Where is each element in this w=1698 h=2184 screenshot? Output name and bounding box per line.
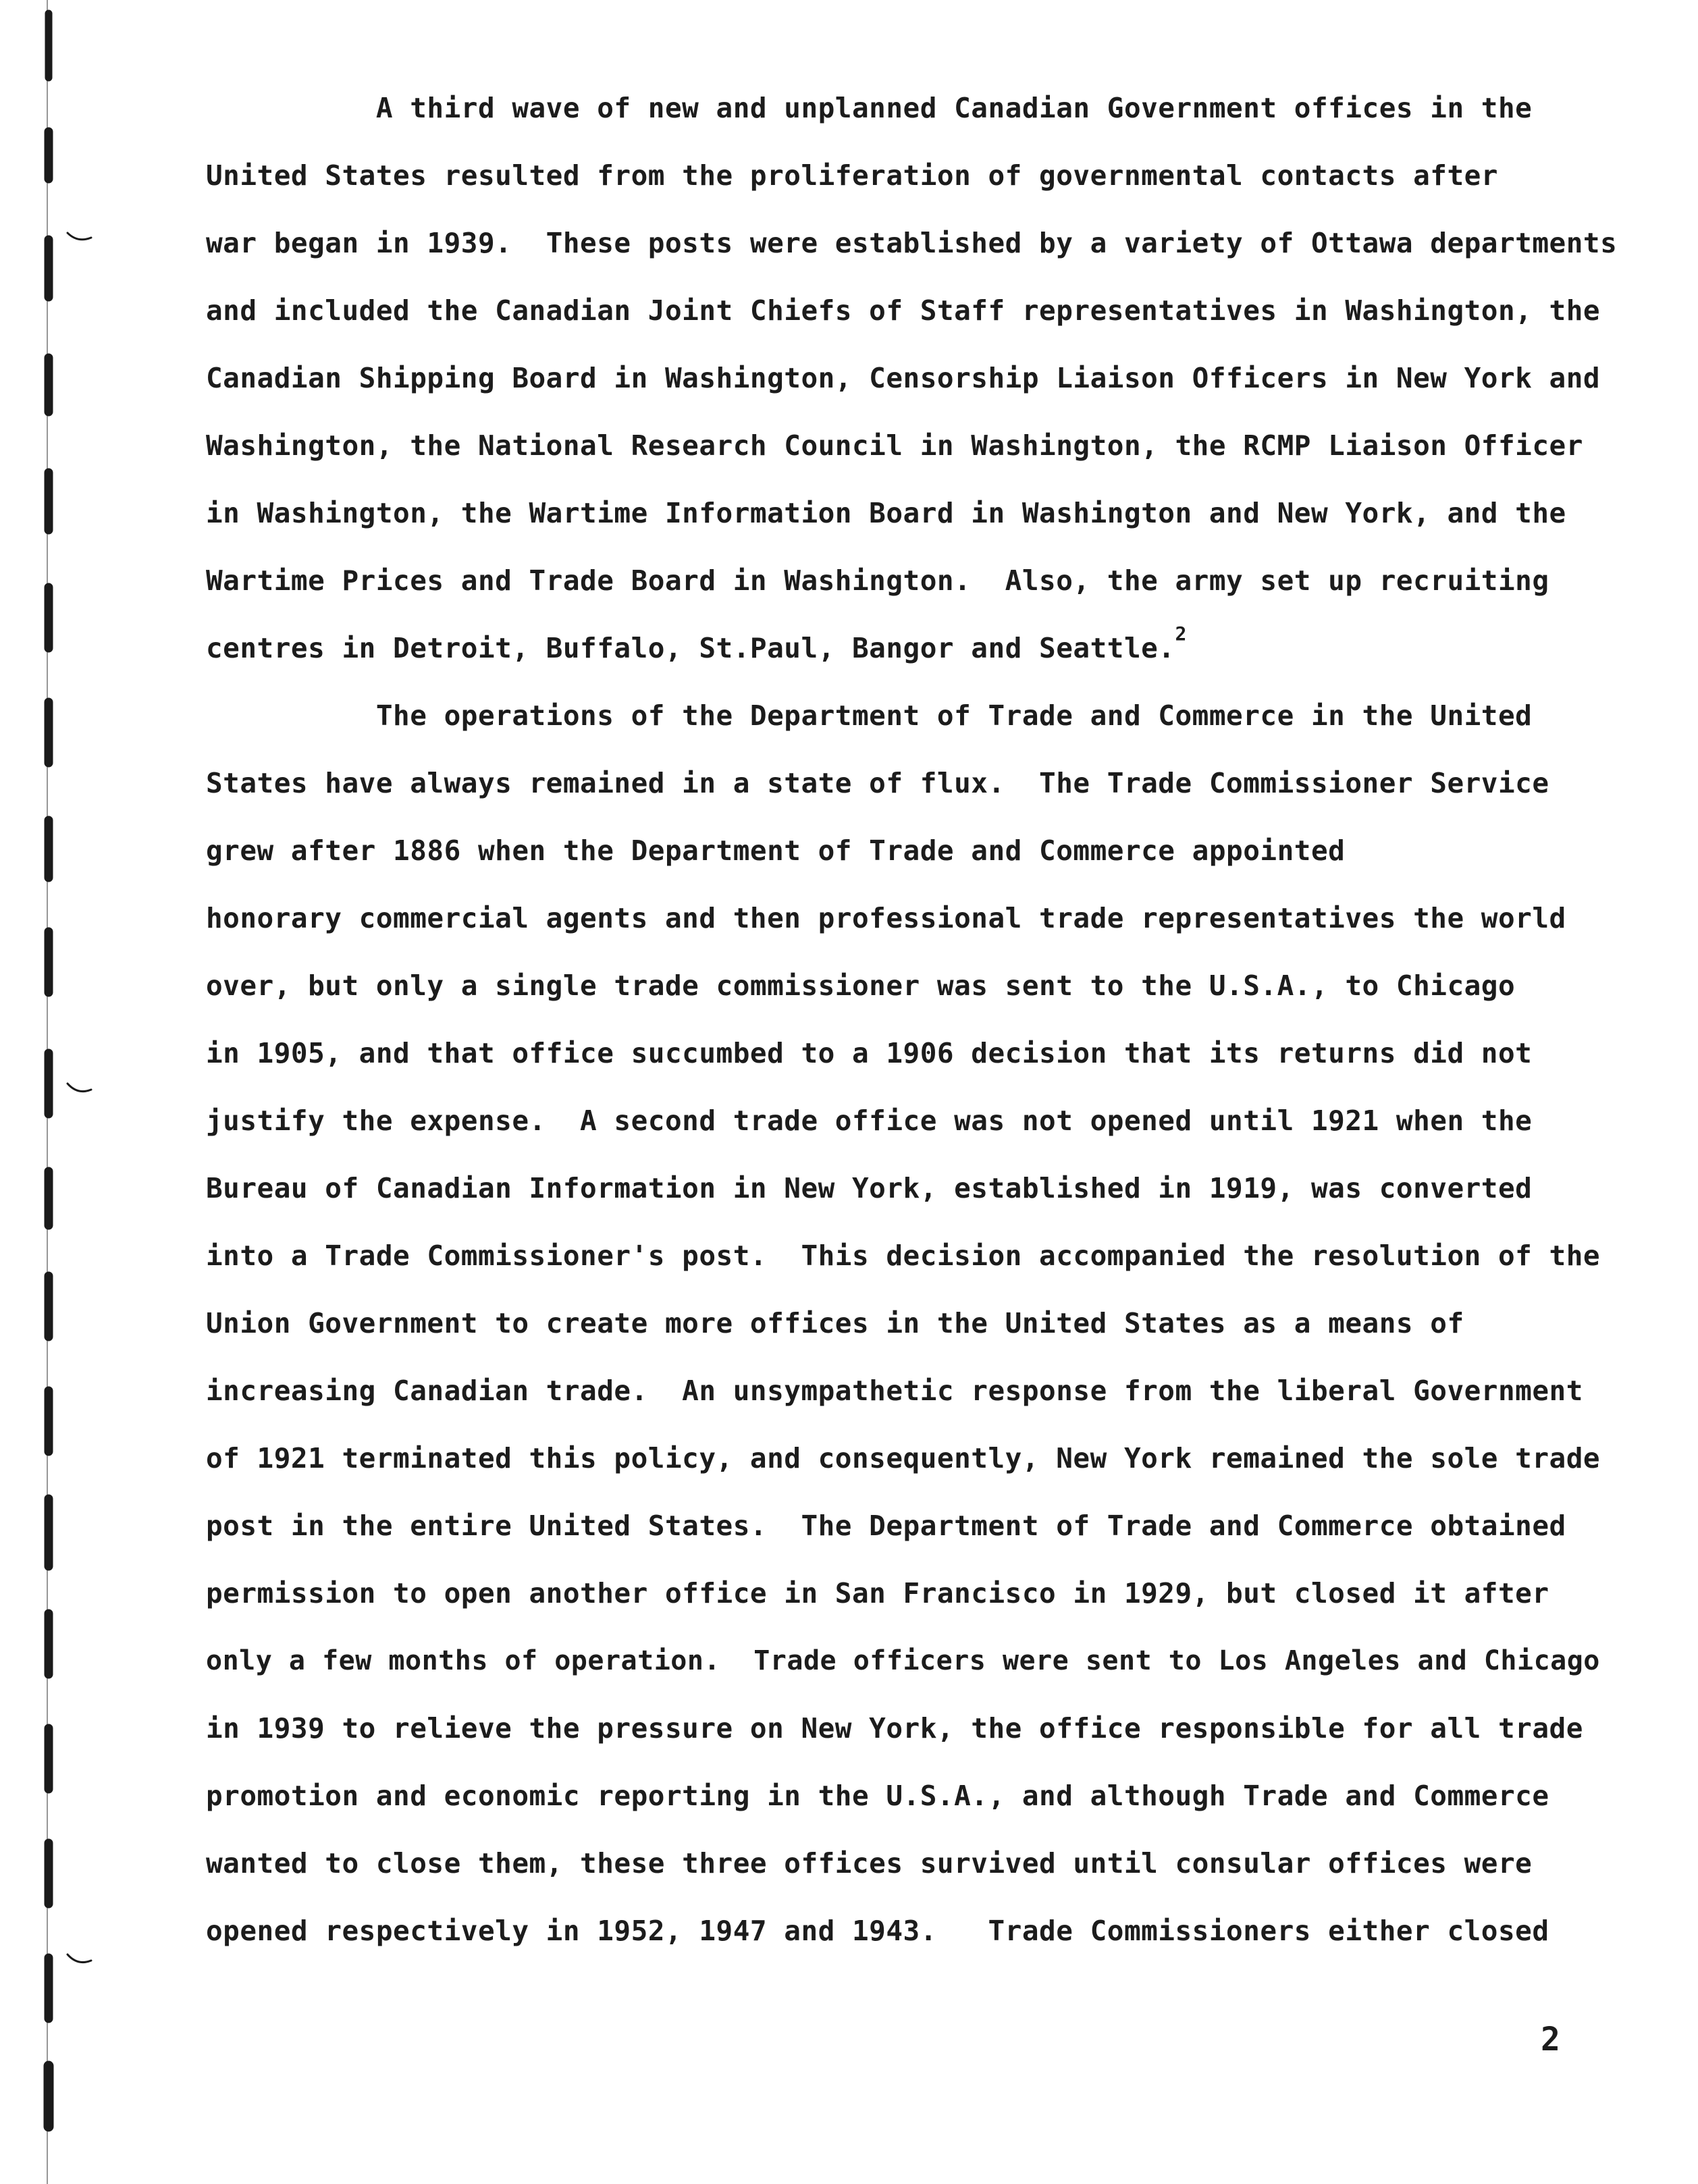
text-line: increasing Canadian trade. An unsympathetic response from the liberal Government — [206, 1375, 1583, 1407]
text-line: only a few months of operation. Trade officers were sent to Los Angeles and Chicago — [206, 1645, 1600, 1676]
text-line: Wartime Prices and Trade Board in Washington. Also, the army set up recruiting — [206, 564, 1549, 597]
text-line: post in the entire United States. The Department of Trade and Commerce obtained — [206, 1510, 1566, 1542]
binding-edge-marks — [0, 0, 95, 2184]
text-line: The operations of the Department of Trade and Commerce in the United — [206, 699, 1533, 732]
text-line: in 1939 to relieve the pressure on New York, the office responsible for all trade — [206, 1712, 1583, 1744]
text-line: opened respectively in 1952, 1947 and 1943. Trade Commissioners either closed — [206, 1915, 1549, 1947]
text-line: honorary commercial agents and then professional trade representatives the world — [206, 902, 1566, 934]
text-line: in Washington, the Wartime Information Board in Washington and New York, and the — [206, 497, 1566, 529]
text-line: Bureau of Canadian Information in New York, established in 1919, was converted — [206, 1172, 1533, 1204]
text-line: of 1921 terminated this policy, and consequently, New York remained the sole trade — [206, 1442, 1601, 1474]
text-line: justify the expense. A second trade office was not opened until 1921 when the — [206, 1104, 1533, 1137]
footnote-marker: 2 — [1175, 622, 1187, 645]
text-line: over, but only a single trade commissioner was sent to the U.S.A., to Chicago — [206, 969, 1516, 1002]
text-line: centres in Detroit, Buffalo, St.Paul, Bangor and Seattle. — [206, 632, 1175, 664]
text-line: United States resulted from the proliferation of governmental contacts after — [206, 159, 1498, 192]
text-line: Canadian Shipping Board in Washington, Censorship Liaison Officers in New York and — [206, 362, 1601, 394]
text-line: Washington, the National Research Council in Washington, the RCMP Liaison Officer — [206, 429, 1583, 462]
text-line: and included the Canadian Joint Chiefs of Staff representatives in Washington, the — [206, 294, 1601, 327]
text-line: wanted to close them, these three offices survived until consular offices were — [206, 1847, 1533, 1880]
page-number: 2 — [1541, 2021, 1560, 2058]
text-line: war began in 1939. These posts were established by a variety of Ottawa departments — [206, 227, 1618, 259]
text-line: into a Trade Commissioner's post. This decision accompanied the resolution of the — [206, 1240, 1601, 1272]
text-line: in 1905, and that office succumbed to a 1906 decision that its returns did not — [206, 1037, 1533, 1069]
text-line: Union Government to create more offices in the United States as a means of — [206, 1307, 1464, 1339]
text-line: grew after 1886 when the Department of Trade and Commerce appointed — [206, 834, 1346, 867]
text-line: States have always remained in a state of flux. The Trade Commissioner Service — [206, 767, 1549, 799]
text-line: A third wave of new and unplanned Canadian Government offices in the — [206, 92, 1533, 124]
text-line: permission to open another office in San Francisco in 1929, but closed it after — [206, 1577, 1549, 1609]
text-line: promotion and economic reporting in the U.S.A., and although Trade and Commerce — [206, 1780, 1549, 1812]
text-line-with-footnote — [206, 622, 1187, 664]
